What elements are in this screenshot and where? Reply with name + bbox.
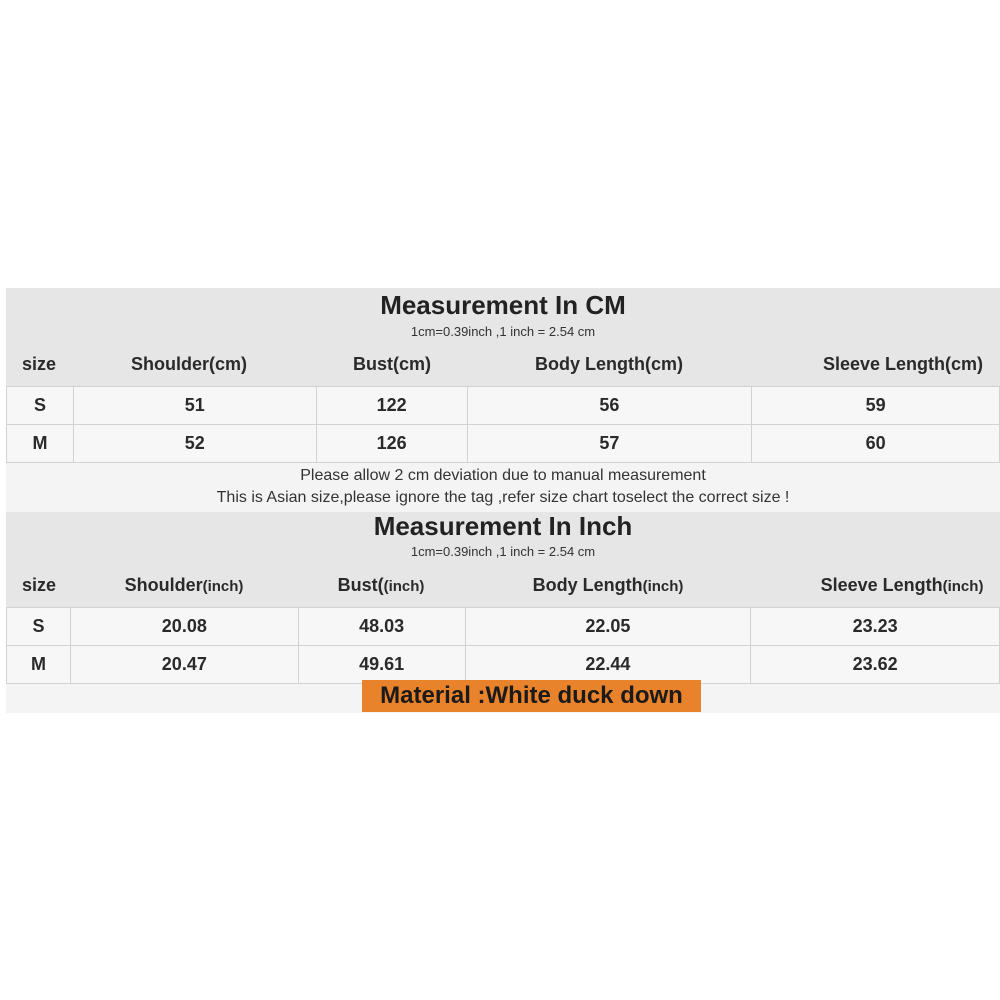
cm-cell-sleeve-length: 60 <box>752 425 1000 463</box>
size-chart <box>6 288 1000 713</box>
cm-header-shoulder: Shoulder(cm) <box>130 354 248 374</box>
inch-header-bust: Bust((inch) <box>337 575 425 595</box>
cm-cell-bust: 126 <box>316 425 467 463</box>
cm-table-title: Measurement In CM <box>380 290 626 320</box>
inch-cell-body-length: 22.44 <box>465 646 751 684</box>
cm-cell-shoulder: 52 <box>73 425 316 463</box>
asian-size-note: This is Asian size,please ignore the tag ,refer size chart toselect the correct size ! <box>216 489 790 506</box>
cm-header-body-length: Body Length(cm) <box>535 354 683 374</box>
material-label: Material :White duck down <box>362 680 701 712</box>
cm-header-sleeve-length: Sleeve Length(cm) <box>822 354 984 374</box>
cm-cell-body-length: 57 <box>467 425 752 463</box>
inch-cell-sleeve-length: 23.23 <box>751 608 1000 646</box>
inch-header-size: size <box>21 575 57 595</box>
cm-cell-body-length: 56 <box>467 387 752 425</box>
inch-cell-bust: 48.03 <box>298 608 465 646</box>
inch-header-sleeve-length: Sleeve Length(inch) <box>820 575 984 595</box>
cm-header-bust: Bust(cm) <box>352 354 432 374</box>
table-row <box>7 387 1000 425</box>
cm-cell-size: S <box>7 387 74 425</box>
deviation-note: Please allow 2 cm deviation due to manual measurement <box>300 467 706 484</box>
inch-cell-size: M <box>7 646 71 684</box>
inch-table-subtitle: 1cm=0.39inch ,1 inch = 2.54 cm <box>410 544 596 559</box>
table-row <box>7 608 1000 646</box>
cm-table <box>6 386 1000 463</box>
inch-cell-sleeve-length: 23.62 <box>751 646 1000 684</box>
table-row <box>7 646 1000 684</box>
cm-cell-bust: 122 <box>316 387 467 425</box>
table-row <box>7 425 1000 463</box>
cm-cell-size: M <box>7 425 74 463</box>
inch-cell-body-length: 22.05 <box>465 608 751 646</box>
inch-cell-shoulder: 20.47 <box>70 646 298 684</box>
inch-table <box>6 607 1000 684</box>
cm-cell-shoulder: 51 <box>73 387 316 425</box>
inch-cell-size: S <box>7 608 71 646</box>
inch-cell-bust: 49.61 <box>298 646 465 684</box>
cm-cell-sleeve-length: 59 <box>752 387 1000 425</box>
cm-table-subtitle: 1cm=0.39inch ,1 inch = 2.54 cm <box>410 324 596 339</box>
inch-header-shoulder: Shoulder(inch) <box>124 575 244 595</box>
inch-header-body-length: Body Length(inch) <box>532 575 684 595</box>
inch-table-title: Measurement In Inch <box>373 511 633 541</box>
inch-cell-shoulder: 20.08 <box>70 608 298 646</box>
cm-header-size: size <box>21 354 57 374</box>
